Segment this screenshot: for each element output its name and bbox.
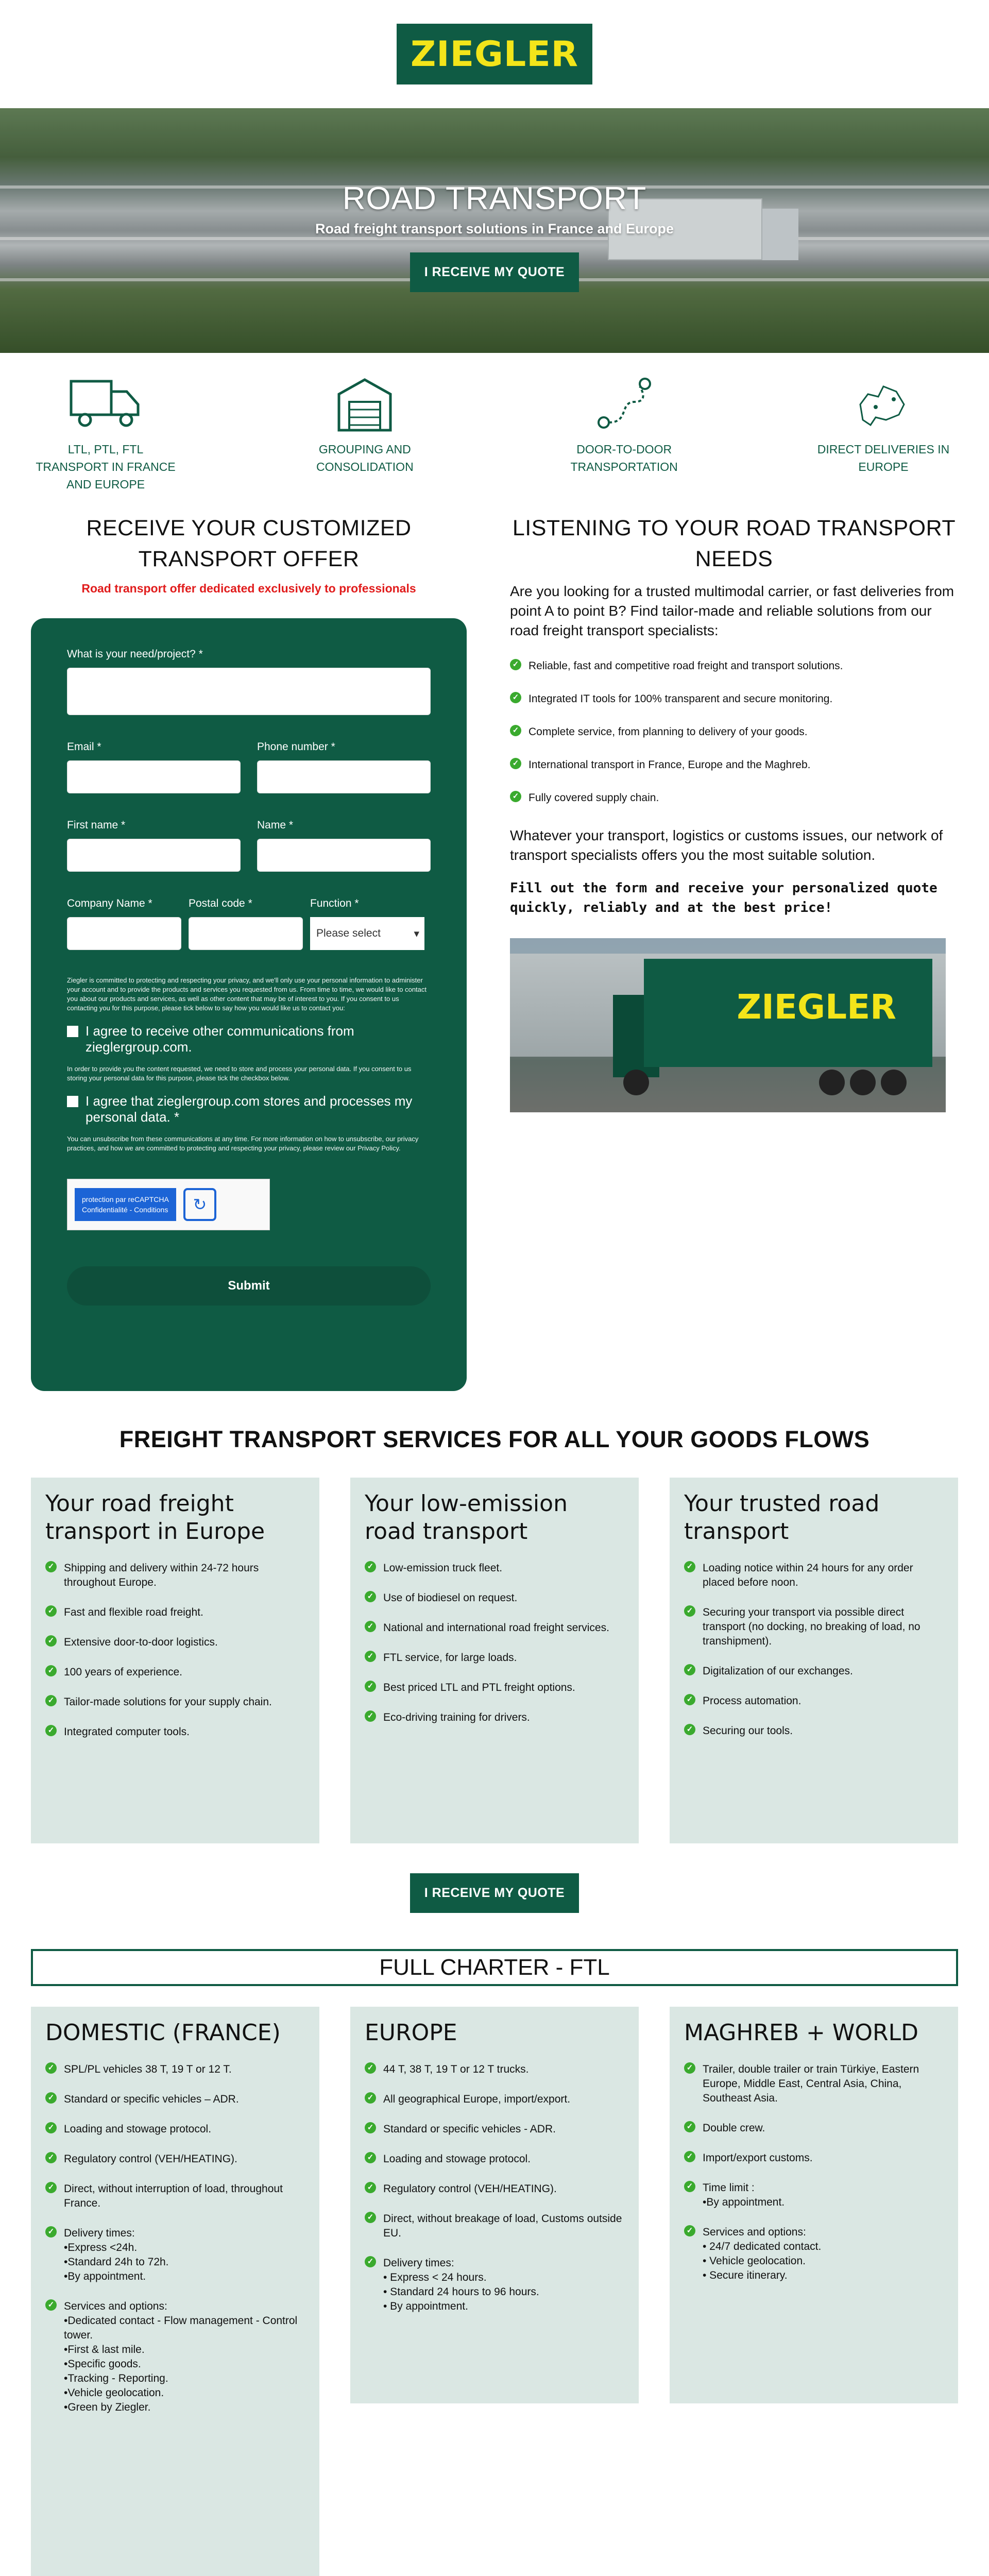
check-list-item xyxy=(45,2226,305,2284)
check-icon: ✓ xyxy=(45,1695,57,1706)
check-icon: ✓ xyxy=(45,2152,57,2163)
card-title: Your road freight transport in Europe xyxy=(45,1490,265,1545)
check-icon: ✓ xyxy=(45,1665,57,1676)
check-list-item xyxy=(365,1710,624,1725)
card-title: MAGHREB + WORLD xyxy=(684,2020,918,2046)
check-text: Extensive door-to-door logistics. xyxy=(64,1636,218,1648)
hero-subtitle: Road freight transport solutions in France and Europe xyxy=(315,221,674,236)
check-list-item xyxy=(45,2122,305,2137)
card-title: DOMESTIC (FRANCE) xyxy=(45,2020,281,2046)
check-icon: ✓ xyxy=(365,2152,376,2163)
name-input[interactable] xyxy=(257,839,431,872)
feature-label: DIRECT DELIVERIES IN EUROPE xyxy=(817,443,950,473)
need-input[interactable] xyxy=(67,668,431,715)
check-icon: ✓ xyxy=(510,791,521,802)
check-text: Complete service, from planning to delivery of your goods. xyxy=(528,726,808,738)
check-icon: ✓ xyxy=(684,1664,695,1675)
check-list-item xyxy=(365,2092,624,2107)
check-text: Direct, without interruption of load, throughout France. xyxy=(64,2183,283,2209)
check-icon: ✓ xyxy=(45,1725,57,1736)
phone-label: Phone number * xyxy=(257,741,335,753)
submit-button[interactable]: Submit xyxy=(67,1266,431,1306)
hero-quote-button[interactable]: I RECEIVE MY QUOTE xyxy=(410,252,579,292)
feature-door-to-door xyxy=(550,368,699,502)
check-text: Regulatory control (VEH/HEATING). xyxy=(64,2153,237,2165)
hero-title: ROAD TRANSPORT xyxy=(342,181,647,216)
consent-comm-label: I agree to receive other communications from zieglergroup.com. xyxy=(86,1023,354,1055)
check-icon: ✓ xyxy=(365,2212,376,2223)
check-icon: ✓ xyxy=(365,2092,376,2104)
check-list-item xyxy=(45,2152,305,2166)
feature-grouping xyxy=(290,368,439,502)
check-icon: ✓ xyxy=(684,2121,695,2132)
check-list-item xyxy=(684,1724,944,1738)
quote-form xyxy=(31,618,467,1391)
check-icon: ✓ xyxy=(45,2226,57,2238)
check-list-item xyxy=(684,2225,944,2283)
check-list-item xyxy=(684,2062,944,2106)
check-text: Delivery times: •Express <24h. •Standard 24h to 72h. •By appointment. xyxy=(64,2227,169,2282)
check-icon: ✓ xyxy=(684,2062,695,2074)
check-list-item xyxy=(510,725,958,739)
offer-title: RECEIVE YOUR CUSTOMIZED TRANSPORT OFFER xyxy=(86,516,412,571)
check-icon: ✓ xyxy=(365,1621,376,1632)
check-icon: ✓ xyxy=(365,1710,376,1722)
header xyxy=(0,0,989,108)
check-list-item xyxy=(45,2062,305,2077)
recaptcha-badge[interactable]: protection par reCAPTCHA Confidentialité - Conditions ↻ xyxy=(67,1179,270,1230)
needs-title: LISTENING TO YOUR ROAD TRANSPORT NEEDS xyxy=(512,516,956,571)
check-list-item xyxy=(510,791,958,805)
check-list-item xyxy=(684,2121,944,2136)
check-text: 44 T, 38 T, 19 T or 12 T trucks. xyxy=(383,2063,529,2075)
service-card xyxy=(350,1478,639,1843)
chevron-down-icon: ▾ xyxy=(414,927,419,940)
check-text: Shipping and delivery within 24-72 hours throughout Europe. xyxy=(64,1562,259,1588)
company-input[interactable] xyxy=(67,917,181,950)
route-icon xyxy=(591,374,658,435)
check-list-item xyxy=(45,2299,305,2415)
check-list-item xyxy=(365,2122,624,2137)
truck-logo-text: ZIEGLER xyxy=(737,987,896,1027)
check-icon: ✓ xyxy=(365,2182,376,2193)
quote-form-section xyxy=(31,513,467,1391)
card-title: Your trusted road transport xyxy=(684,1490,880,1545)
check-list-item xyxy=(45,2092,305,2107)
needs-intro: Are you looking for a trusted multimodal carrier, or fast deliveries from point A to point B? Find tailor-made and reliable solutions from our road freight transport specialists: xyxy=(510,583,954,638)
check-text: Low-emission truck fleet. xyxy=(383,1562,503,1574)
check-icon: ✓ xyxy=(684,1561,695,1572)
postal-input[interactable] xyxy=(189,917,303,950)
check-list-item xyxy=(365,2062,624,2077)
check-icon: ✓ xyxy=(365,2122,376,2133)
feature-ltl-ftl xyxy=(31,368,180,502)
check-text: Process automation. xyxy=(703,1695,802,1707)
check-icon: ✓ xyxy=(365,1591,376,1602)
service-card xyxy=(31,1478,319,1843)
needs-fill-prompt: Fill out the form and receive your personalized quote quickly, reliably and at the best price! xyxy=(510,880,937,916)
service-card xyxy=(350,2007,639,2403)
check-list-item xyxy=(365,1651,624,1665)
feature-label: LTL, PTL, FTL TRANSPORT IN FRANCE AND EUROPE xyxy=(36,443,176,491)
check-list-item xyxy=(365,1561,624,1575)
check-list-item xyxy=(510,758,958,772)
name-label: Name * xyxy=(257,819,294,831)
check-icon: ✓ xyxy=(45,1561,57,1572)
service-card xyxy=(670,1478,958,1843)
needs-outro: Whatever your transport, logistics or customs issues, our network of transport specialists offers you the most suitable solution. xyxy=(510,827,943,863)
card-title: Your low-emission road transport xyxy=(365,1490,568,1545)
check-list-item xyxy=(684,1561,944,1590)
check-list-item xyxy=(684,2151,944,2165)
check-list-item xyxy=(684,2181,944,2210)
service-cards xyxy=(0,1478,989,1843)
check-text: Standard or specific vehicles – ADR. xyxy=(64,2093,239,2105)
function-label: Function * xyxy=(310,897,359,909)
check-icon: ✓ xyxy=(45,2182,57,2193)
check-icon: ✓ xyxy=(365,1681,376,1692)
check-text: Integrated IT tools for 100% transparent and secure monitoring. xyxy=(528,693,833,705)
check-text: FTL service, for large loads. xyxy=(383,1652,517,1664)
feature-label: GROUPING AND CONSOLIDATION xyxy=(316,443,414,473)
check-list-item xyxy=(45,2182,305,2211)
check-icon: ✓ xyxy=(684,2225,695,2236)
check-text: Digitalization of our exchanges. xyxy=(703,1665,853,1677)
data-notice: In order to provide you the content requested, we need to store and process your personal data. If you consent to us storing your personal data for this purpose, please tick the checkbox below. xyxy=(67,1065,412,1082)
europe-map-icon xyxy=(850,374,917,435)
ziegler-truck-photo xyxy=(510,938,946,1112)
ftl-cards xyxy=(0,2007,989,2576)
check-icon: ✓ xyxy=(45,1605,57,1617)
check-icon: ✓ xyxy=(510,659,521,670)
check-text: Direct, without breakage of load, Customs outside EU. xyxy=(383,2213,622,2239)
features-row xyxy=(0,353,989,502)
check-list-item xyxy=(510,659,958,673)
check-text: Import/export customs. xyxy=(703,2152,813,2164)
check-list-item xyxy=(365,1591,624,1605)
phone-input[interactable] xyxy=(257,760,431,793)
check-icon: ✓ xyxy=(45,2299,57,2311)
first-name-input[interactable] xyxy=(67,839,241,872)
check-icon: ✓ xyxy=(365,2256,376,2267)
check-list-item xyxy=(45,1725,305,1739)
check-icon: ✓ xyxy=(684,1605,695,1617)
check-text: Loading and stowage protocol. xyxy=(383,2153,531,2165)
consent-data-checkbox[interactable] xyxy=(67,1096,78,1107)
ziegler-logo[interactable]: ZIEGLER xyxy=(397,24,592,84)
check-text: Best priced LTL and PTL freight options. xyxy=(383,1682,575,1693)
unsubscribe-notice: You can unsubscribe from these communications at any time. For more information on how to unsubscribe, our privacy practices, and how we are committed to protecting and respecting your privacy, please review our Privacy Policy. xyxy=(67,1135,419,1152)
check-list-item xyxy=(45,1635,305,1650)
check-text: Reliable, fast and competitive road freight and transport solutions. xyxy=(528,660,843,672)
check-list-item xyxy=(45,1561,305,1590)
email-input[interactable] xyxy=(67,760,241,793)
check-text: Regulatory control (VEH/HEATING). xyxy=(383,2183,557,2195)
check-list-item xyxy=(684,1664,944,1679)
needs-section xyxy=(510,513,958,1391)
check-icon: ✓ xyxy=(45,2122,57,2133)
check-text: Loading notice within 24 hours for any order placed before noon. xyxy=(703,1562,913,1588)
check-icon: ✓ xyxy=(365,2062,376,2074)
check-icon: ✓ xyxy=(45,2092,57,2104)
check-text: All geographical Europe, import/export. xyxy=(383,2093,571,2105)
check-text: International transport in France, Europe and the Maghreb. xyxy=(528,759,811,771)
check-list-item xyxy=(684,1694,944,1708)
warehouse-icon xyxy=(334,374,396,435)
first-name-label: First name * xyxy=(67,819,126,831)
check-text: Double crew. xyxy=(703,2122,765,2134)
company-label: Company Name * xyxy=(67,897,152,909)
check-text: Services and options: • 24/7 dedicated contact. • Vehicle geolocation. • Secure itinerary. xyxy=(703,2226,822,2281)
check-icon: ✓ xyxy=(45,2062,57,2074)
feature-label: DOOR-TO-DOOR TRANSPORTATION xyxy=(570,443,678,473)
check-icon: ✓ xyxy=(45,1635,57,1647)
check-list-item xyxy=(365,2256,624,2314)
check-list-item xyxy=(45,1605,305,1620)
card-title: EUROPE xyxy=(365,2020,457,2046)
check-list-item xyxy=(365,1621,624,1635)
check-text: Securing our tools. xyxy=(703,1725,793,1737)
check-list-item xyxy=(45,1665,305,1680)
hero-banner xyxy=(0,108,989,353)
quote-button-services[interactable]: I RECEIVE MY QUOTE xyxy=(410,1873,579,1913)
check-text: 100 years of experience. xyxy=(64,1666,182,1678)
check-icon: ✓ xyxy=(510,692,521,703)
check-text: Securing your transport via possible direct transport (no docking, no breaking of load, no transhipment). xyxy=(703,1606,920,1647)
check-text: Integrated computer tools. xyxy=(64,1726,190,1738)
check-list-item xyxy=(365,2212,624,2241)
check-icon: ✓ xyxy=(510,758,521,769)
service-card xyxy=(670,2007,958,2403)
privacy-notice: Ziegler is committed to protecting and respecting your privacy, and we'll only use your personal information to administer your account and to provide the products and services you requested from us. From time to time, we would like to contact you about our products and services, as well as other content that may be of interest to you. If you consent to us contacting you for this purpose, please tick below to say how you would like us to contact you: xyxy=(67,976,427,1012)
check-list-item xyxy=(365,2152,624,2166)
check-text: Services and options: •Dedicated contact - Flow management - Control tower. •First & last mile. •Specific goods. •Tracking - Reporting. •Vehicle geolocation. •Green by Ziegler. xyxy=(64,2300,298,2413)
check-text: Trailer, double trailer or train Türkiye, Eastern Europe, Middle East, Central Asia, China, Southeast Asia. xyxy=(703,2063,919,2104)
check-icon: ✓ xyxy=(510,725,521,736)
check-icon: ✓ xyxy=(684,1724,695,1735)
check-text: Delivery times: • Express < 24 hours. • Standard 24 hours to 96 hours. • By appointment. xyxy=(383,2257,539,2312)
check-icon: ✓ xyxy=(684,2181,695,2192)
services-title: FREIGHT TRANSPORT SERVICES FOR ALL YOUR GOODS FLOWS xyxy=(119,1426,870,1452)
check-list-item xyxy=(365,1681,624,1695)
check-list-item xyxy=(45,1695,305,1709)
postal-label: Postal code * xyxy=(189,897,252,909)
check-text: Tailor-made solutions for your supply chain. xyxy=(64,1696,272,1708)
ftl-title: FULL CHARTER - FTL xyxy=(31,1949,958,1986)
check-text: Standard or specific vehicles - ADR. xyxy=(383,2123,556,2135)
consent-comm-checkbox[interactable] xyxy=(67,1026,78,1037)
function-select[interactable]: Please select ▾ xyxy=(310,917,424,950)
truck-icon xyxy=(67,376,144,433)
check-text: Time limit : •By appointment. xyxy=(703,2182,785,2208)
feature-direct-europe xyxy=(809,368,958,502)
check-list-item xyxy=(510,692,958,706)
consent-data-label: I agree that zieglergroup.com stores and processes my personal data. * xyxy=(86,1093,413,1125)
check-icon: ✓ xyxy=(684,1694,695,1705)
check-text: Fast and flexible road freight. xyxy=(64,1606,203,1618)
check-text: Use of biodiesel on request. xyxy=(383,1592,518,1604)
check-text: Loading and stowage protocol. xyxy=(64,2123,212,2135)
check-icon: ✓ xyxy=(365,1651,376,1662)
check-text: Fully covered supply chain. xyxy=(528,792,659,804)
check-icon: ✓ xyxy=(365,1561,376,1572)
recaptcha-icon: ↻ xyxy=(183,1188,216,1221)
check-list-item xyxy=(684,1605,944,1649)
check-icon: ✓ xyxy=(684,2151,695,2162)
check-text: Eco-driving training for drivers. xyxy=(383,1711,530,1723)
check-text: SPL/PL vehicles 38 T, 19 T or 12 T. xyxy=(64,2063,232,2075)
check-list-item xyxy=(365,2182,624,2196)
service-card xyxy=(31,2007,319,2576)
check-text: National and international road freight services. xyxy=(383,1622,609,1634)
email-label: Email * xyxy=(67,741,101,753)
offer-subtitle: Road transport offer dedicated exclusively to professionals xyxy=(81,582,416,595)
need-label: What is your need/project? * xyxy=(67,648,203,660)
